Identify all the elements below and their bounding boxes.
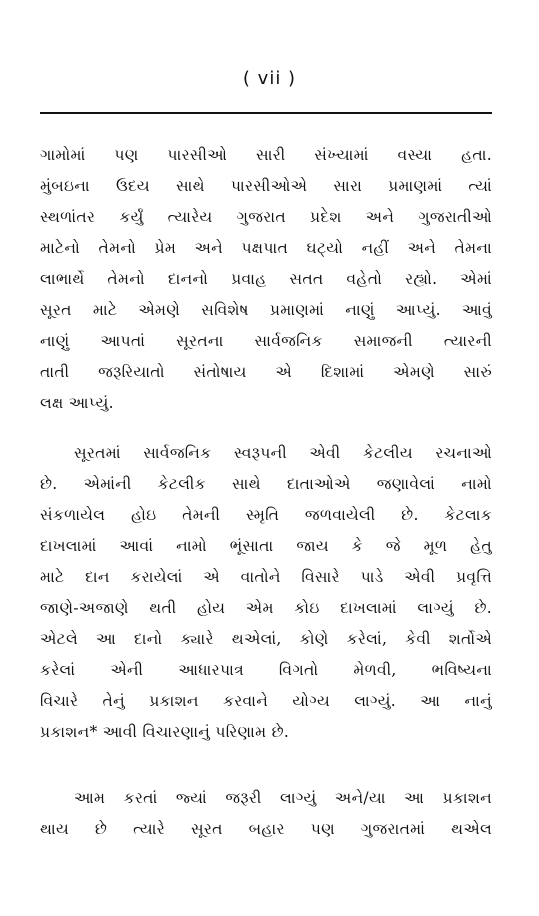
text-line: સંકળાયેલ હોઇ તેમની સ્મૃતિ જળવાયેલી છે. કેટલાક — [40, 506, 492, 524]
text-line: થાય છે ત્યારે સૂરત બહાર પણ ગુજરાતમાં થએલ — [40, 820, 492, 838]
text-line: સ્થળાંતર કર્યું ત્યારેય ગુજરાત પ્રદેશ અને ગુજરાતીઓ — [40, 208, 492, 226]
text-line: લાભાર્થે તેમનો દાનનો પ્રવાહ સતત વહેતો રહ્યો. એમાં — [40, 270, 492, 288]
text-line: ગામોમાં પણ પારસીઓ સારી સંખ્યામાં વસ્યા હતા. — [40, 146, 492, 164]
page-number: ( vii ) — [242, 68, 297, 89]
text-line: આમ કરતાં જ્યાં જરૂરી લાગ્યું અને/યા આ પ્રકાશન — [74, 789, 492, 807]
text-line: લક્ષ આપ્યું. — [40, 394, 114, 412]
paragraph-1 — [40, 140, 492, 419]
paragraph-2 — [40, 438, 492, 748]
text-line: પ્રકાશન* આવી વિચારણાનું પરિણામ છે. — [40, 723, 290, 741]
text-line: સૂરતમાં સાર્વજનિક સ્વરૂપની એવી કેટલીય રચનાઓ — [74, 444, 492, 462]
text-line: જાણે-અજાણે થતી હોય એમ કોઇ દાખલામાં લાગ્યું છે. — [40, 599, 492, 617]
text-line: મુંબઇના ઉદય સાથે પારસીઓએ સારા પ્રમાણમાં ત્યાં — [40, 177, 492, 195]
text-line: છે. એમાંની કેટલીક સાથે દાતાઓએ જણાવેલાં નામો — [40, 475, 492, 493]
header-divider — [40, 112, 492, 114]
text-line: નાણું આપતાં સૂરતના સાર્વજનિક સમાજની ત્યારની — [40, 332, 492, 350]
text-line: વિચારે તેનું પ્રકાશન કરવાને યોગ્ય લાગ્યું. આ નાનું — [40, 692, 492, 710]
text-line: માટેનો તેમનો પ્રેમ અને પક્ષપાત ઘટ્યો નહીં અને તેમના — [40, 239, 492, 257]
text-line: માટે દાન કરાયેલાં એ વાતોને વિસારે પાડે એવી પ્રવૃત્તિ — [40, 568, 492, 586]
paragraph-3 — [40, 783, 492, 845]
text-line: કરેલાં એની આધારપાત્ર વિગતો મેળવી, ભવિષ્યના — [40, 661, 492, 679]
text-line: તાતી જરૂરિયાતો સંતોષાય એ દિશામાં એમણે સારું — [40, 363, 492, 381]
text-line: સૂરત માટે એમણે સવિશેષ પ્રમાણમાં નાણું આપ્યું. આવું — [40, 301, 492, 319]
text-line: દાખલામાં આવાં નામો ભૂંસાતા જાય કે જે મૂળ હેતુ — [40, 537, 492, 555]
text-line: એટલે આ દાનો ક્યારે થએલાં, કોણે કરેલાં, કેવી શર્તોએ — [40, 630, 492, 648]
